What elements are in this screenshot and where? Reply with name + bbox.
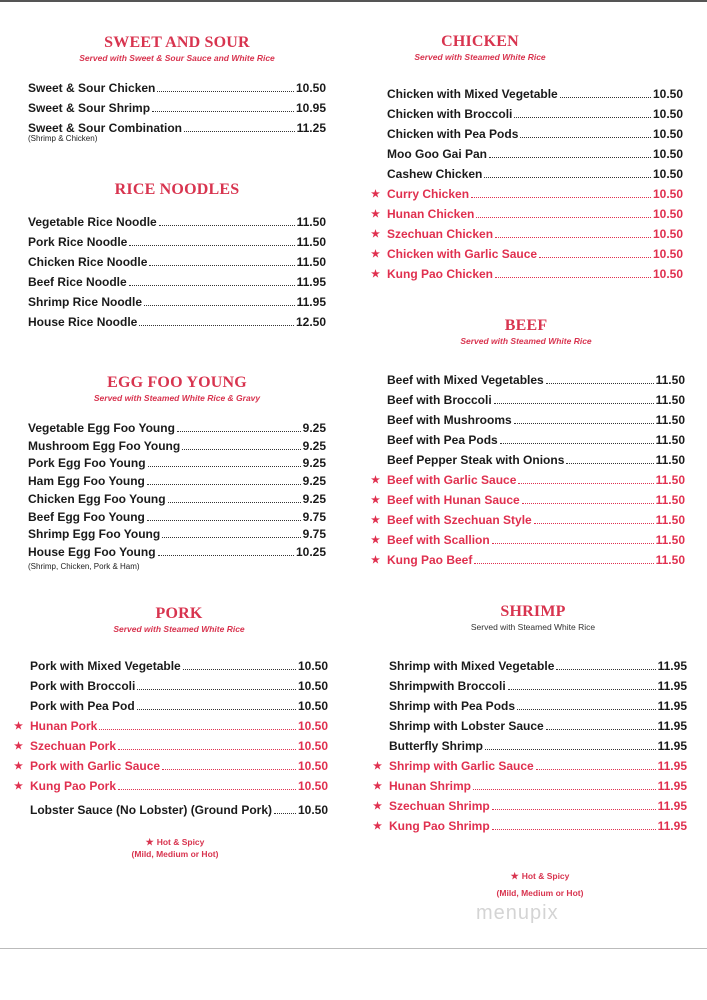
menu-item bbox=[373, 816, 687, 836]
item-price: 10.50 bbox=[297, 779, 328, 793]
item-name: Chicken with Garlic Sauce bbox=[387, 247, 538, 261]
menu-item bbox=[373, 756, 687, 776]
item-price: 10.50 bbox=[652, 227, 683, 241]
item-price: 10.50 bbox=[297, 739, 328, 753]
dot-leader bbox=[546, 373, 654, 384]
dot-leader bbox=[539, 247, 651, 258]
item-price: 11.25 bbox=[296, 121, 326, 135]
item-name: Shrimp with Pea Pods bbox=[389, 699, 516, 713]
star-icon: ★ bbox=[371, 495, 380, 506]
item-price: 10.50 bbox=[652, 187, 683, 201]
star-icon: ★ bbox=[14, 761, 23, 772]
item-name: Beef with Scallion bbox=[387, 533, 490, 547]
menu-item bbox=[387, 370, 685, 390]
item-name: Beef with Mixed Vegetables bbox=[387, 373, 544, 387]
item-name: Shrimp with Lobster Sauce bbox=[389, 719, 544, 733]
menu-item bbox=[28, 212, 326, 232]
item-name: Beef with Garlic Sauce bbox=[387, 473, 517, 487]
dot-leader bbox=[157, 81, 294, 92]
item-name: Hunan Chicken bbox=[387, 207, 475, 221]
item-price: 9.75 bbox=[302, 527, 326, 542]
star-icon: ★ bbox=[371, 229, 380, 240]
menu-item bbox=[28, 509, 326, 527]
menu-item bbox=[28, 232, 326, 252]
dot-leader bbox=[162, 759, 296, 770]
item-price: 9.25 bbox=[302, 421, 326, 435]
menu-item bbox=[30, 696, 328, 716]
dot-leader bbox=[500, 433, 654, 444]
item-price: 9.25 bbox=[302, 456, 326, 471]
item-name: Lobster Sauce (No Lobster) (Ground Pork) bbox=[30, 803, 273, 817]
menu-item bbox=[28, 118, 326, 138]
menu-item bbox=[373, 776, 687, 796]
item-name: Sweet & Sour Combination bbox=[28, 121, 183, 135]
section-shrimp bbox=[373, 603, 687, 836]
item-price: 10.50 bbox=[297, 679, 328, 693]
item-price: 11.50 bbox=[655, 553, 685, 567]
dot-leader bbox=[492, 533, 654, 544]
menu-item bbox=[371, 490, 685, 510]
dot-leader bbox=[129, 275, 295, 286]
item-name: Kung Pao Pork bbox=[30, 779, 117, 793]
star-icon: ★ bbox=[14, 781, 23, 792]
dot-leader bbox=[495, 267, 651, 278]
dot-leader bbox=[514, 107, 651, 118]
item-name: Ham Egg Foo Young bbox=[28, 474, 145, 489]
item-price: 11.95 bbox=[296, 295, 326, 309]
section-title: PORK bbox=[155, 605, 203, 622]
star-icon: ★ bbox=[371, 209, 380, 220]
dot-leader bbox=[546, 719, 656, 730]
item-name: Beef with Pea Pods bbox=[387, 433, 498, 447]
item-price: 10.50 bbox=[297, 659, 328, 673]
item-name: Shrimp Egg Foo Young bbox=[28, 527, 161, 542]
dot-leader bbox=[520, 127, 651, 138]
menu-item bbox=[387, 450, 685, 470]
item-name: Sweet & Sour Chicken bbox=[28, 81, 156, 95]
section-subtitle: Served with Steamed White Rice bbox=[113, 624, 245, 634]
item-price: 10.50 bbox=[297, 803, 328, 817]
item-price: 10.50 bbox=[652, 267, 683, 281]
dot-leader bbox=[536, 759, 656, 770]
menu-item bbox=[28, 526, 326, 544]
menu-item bbox=[389, 676, 687, 696]
dot-leader bbox=[162, 527, 300, 538]
menu-item bbox=[387, 124, 683, 144]
star-icon: ★ bbox=[371, 249, 380, 260]
dot-leader bbox=[148, 456, 301, 467]
menu-list bbox=[28, 420, 326, 562]
item-name: Sweet & Sour Shrimp bbox=[28, 101, 151, 115]
item-name: Beef with Broccoli bbox=[387, 393, 492, 407]
spicy-legend-left bbox=[80, 836, 270, 860]
dot-leader bbox=[556, 659, 655, 670]
menu-item bbox=[28, 491, 326, 509]
top-rule bbox=[0, 0, 707, 2]
star-icon: ★ bbox=[371, 475, 380, 486]
item-name: Shrimp with Mixed Vegetable bbox=[389, 659, 555, 673]
dot-leader bbox=[147, 510, 301, 521]
dot-leader bbox=[517, 699, 656, 710]
menu-item bbox=[371, 204, 683, 224]
menu-item bbox=[30, 656, 328, 676]
dot-leader bbox=[508, 679, 656, 690]
dot-leader bbox=[492, 799, 656, 810]
menu-item bbox=[28, 420, 326, 438]
menu-item bbox=[387, 390, 685, 410]
legend-label: Hot & Spicy bbox=[156, 837, 205, 847]
dot-leader bbox=[534, 513, 654, 524]
item-price: 11.50 bbox=[296, 255, 326, 269]
dot-leader bbox=[139, 315, 294, 326]
menu-list bbox=[371, 84, 683, 284]
dot-leader bbox=[495, 227, 651, 238]
section-subtitle: Served with Steamed White Rice bbox=[460, 336, 592, 346]
item-price: 11.95 bbox=[296, 275, 326, 289]
item-price: 10.50 bbox=[297, 719, 328, 733]
item-price: 11.95 bbox=[657, 779, 687, 793]
item-price: 11.95 bbox=[657, 699, 687, 713]
dot-leader bbox=[494, 393, 654, 404]
dot-leader bbox=[118, 739, 296, 750]
item-price: 11.50 bbox=[655, 533, 685, 547]
dot-leader bbox=[560, 87, 651, 98]
section-title: RICE NOODLES bbox=[114, 181, 240, 198]
menu-item bbox=[14, 736, 328, 756]
item-price: 10.25 bbox=[295, 544, 326, 559]
item-name: Beef Rice Noodle bbox=[28, 275, 127, 289]
item-price: 11.95 bbox=[657, 799, 687, 813]
item-name: Pork Rice Noodle bbox=[28, 235, 128, 249]
dot-leader bbox=[484, 167, 651, 178]
item-name: Hunan Shrimp bbox=[389, 779, 472, 793]
dot-leader bbox=[177, 421, 301, 432]
item-name: Pork with Broccoli bbox=[30, 679, 136, 693]
menu-list bbox=[28, 212, 326, 332]
item-price: 11.95 bbox=[657, 679, 687, 693]
menu-item bbox=[389, 736, 687, 756]
dot-leader bbox=[158, 545, 294, 556]
item-name: Beef with Hunan Sauce bbox=[387, 493, 520, 507]
item-price: 11.50 bbox=[655, 473, 685, 487]
menu-item bbox=[28, 455, 326, 473]
item-name: Cashew Chicken bbox=[387, 167, 483, 181]
item-name: Beef Egg Foo Young bbox=[28, 509, 145, 524]
item-note: (Shrimp & Chicken) bbox=[28, 134, 98, 143]
star-icon: ★ bbox=[373, 801, 382, 812]
menu-item bbox=[28, 438, 326, 456]
menu-item bbox=[371, 264, 683, 284]
dot-leader bbox=[492, 819, 656, 830]
item-name: Pork with Garlic Sauce bbox=[30, 759, 161, 773]
star-icon: ★ bbox=[371, 189, 380, 200]
item-name: Kung Pao Shrimp bbox=[389, 819, 490, 833]
section-subtitle: Served with Steamed White Rice bbox=[414, 52, 546, 62]
item-name: Kung Pao Beef bbox=[387, 553, 473, 567]
item-price: 10.95 bbox=[295, 101, 326, 115]
menu-list bbox=[371, 370, 685, 570]
menu-item bbox=[28, 312, 326, 332]
item-name: Mushroom Egg Foo Young bbox=[28, 438, 181, 453]
star-icon: ★ bbox=[371, 515, 380, 526]
item-name: Kung Pao Chicken bbox=[387, 267, 494, 281]
menu-item bbox=[371, 224, 683, 244]
star-icon: ★ bbox=[510, 871, 519, 881]
item-price: 11.95 bbox=[657, 719, 687, 733]
menu-item bbox=[371, 550, 685, 570]
item-name: House Egg Foo Young bbox=[28, 544, 156, 559]
menu-item bbox=[28, 98, 326, 118]
item-name: Chicken with Mixed Vegetable bbox=[387, 87, 558, 101]
dot-leader bbox=[474, 553, 653, 564]
dot-leader bbox=[184, 121, 295, 132]
legend-levels: (Mild, Medium or Hot) bbox=[131, 849, 219, 859]
dot-leader bbox=[566, 453, 653, 464]
dot-leader bbox=[147, 474, 301, 485]
menu-list bbox=[373, 656, 687, 836]
dot-leader bbox=[182, 439, 300, 450]
item-price: 11.50 bbox=[296, 235, 326, 249]
item-price: 10.50 bbox=[297, 699, 328, 713]
item-name: Pork with Pea Pod bbox=[30, 699, 135, 713]
menu-item bbox=[28, 473, 326, 491]
menu-item bbox=[387, 164, 683, 184]
item-name: Chicken with Pea Pods bbox=[387, 127, 519, 141]
section-title: CHICKEN bbox=[441, 33, 519, 50]
dot-leader bbox=[137, 679, 296, 690]
item-name: Moo Goo Gai Pan bbox=[387, 147, 488, 161]
menu-item bbox=[387, 410, 685, 430]
section-subtitle: Served with Sweet & Sour Sauce and White Rice bbox=[79, 53, 275, 63]
item-price: 10.50 bbox=[652, 87, 683, 101]
menu-item-lobster-sauce bbox=[30, 800, 328, 820]
item-name: Pork with Mixed Vegetable bbox=[30, 659, 181, 673]
menu-item bbox=[387, 430, 685, 450]
menu-item bbox=[14, 756, 328, 776]
bottom-rule bbox=[0, 948, 707, 949]
menu-item bbox=[28, 252, 326, 272]
section-title: EGG FOO YOUNG bbox=[107, 374, 247, 391]
section-subtitle: Served with Steamed White Rice & Gravy bbox=[93, 393, 261, 403]
menu-item bbox=[389, 656, 687, 676]
section-chicken bbox=[371, 33, 683, 284]
item-name: Butterfly Shrimp bbox=[389, 739, 484, 753]
menu-item bbox=[387, 84, 683, 104]
item-price: 10.50 bbox=[652, 167, 683, 181]
star-icon: ★ bbox=[373, 761, 382, 772]
star-icon: ★ bbox=[145, 837, 154, 847]
menu-item bbox=[14, 776, 328, 796]
dot-leader bbox=[485, 739, 656, 750]
item-price: 11.95 bbox=[657, 819, 687, 833]
item-note: (Shrimp, Chicken, Pork & Ham) bbox=[28, 561, 140, 571]
item-price: 10.50 bbox=[295, 81, 326, 95]
dot-leader bbox=[183, 659, 296, 670]
star-icon: ★ bbox=[373, 781, 382, 792]
item-name: Chicken Rice Noodle bbox=[28, 255, 148, 269]
dot-leader bbox=[168, 492, 301, 503]
item-price: 11.50 bbox=[655, 513, 685, 527]
dot-leader bbox=[144, 295, 295, 306]
spicy-legend-right bbox=[445, 870, 635, 899]
item-price: 11.95 bbox=[657, 759, 687, 773]
item-price: 10.50 bbox=[652, 127, 683, 141]
item-name: Chicken with Broccoli bbox=[387, 107, 513, 121]
menu-item bbox=[387, 144, 683, 164]
dot-leader bbox=[274, 803, 296, 814]
item-price: 11.95 bbox=[657, 659, 687, 673]
item-name: Szechuan Shrimp bbox=[389, 799, 490, 813]
item-name: Chicken Egg Foo Young bbox=[28, 491, 166, 506]
item-price: 11.50 bbox=[655, 493, 685, 507]
menu-item bbox=[30, 676, 328, 696]
item-name: Curry Chicken bbox=[387, 187, 470, 201]
item-name: House Rice Noodle bbox=[28, 315, 138, 329]
section-rice-noodles bbox=[28, 181, 326, 332]
menu-item bbox=[371, 470, 685, 490]
item-price: 10.50 bbox=[652, 107, 683, 121]
menu-item bbox=[389, 716, 687, 736]
menu-item bbox=[28, 272, 326, 292]
menu-list bbox=[28, 78, 326, 138]
menu-item bbox=[389, 696, 687, 716]
dot-leader bbox=[473, 779, 656, 790]
item-price: 11.50 bbox=[655, 373, 685, 387]
legend-label: Hot & Spicy bbox=[521, 871, 570, 881]
item-price: 10.50 bbox=[297, 759, 328, 773]
menu-item bbox=[371, 244, 683, 264]
item-price: 11.50 bbox=[655, 413, 685, 427]
item-name: Szechuan Pork bbox=[30, 739, 117, 753]
item-price: 9.75 bbox=[302, 509, 326, 524]
section-subtitle: Served with Steamed White Rice bbox=[470, 622, 596, 632]
item-name: Vegetable Rice Noodle bbox=[28, 215, 157, 229]
star-icon: ★ bbox=[371, 555, 380, 566]
item-price: 11.50 bbox=[655, 453, 685, 467]
item-name: Vegetable Egg Foo Young bbox=[28, 421, 175, 435]
menu-list bbox=[14, 656, 328, 796]
item-name: Hunan Pork bbox=[30, 719, 98, 733]
dot-leader bbox=[476, 207, 651, 218]
item-price: 9.25 bbox=[302, 474, 326, 489]
item-price: 9.25 bbox=[302, 438, 326, 453]
menu-item bbox=[387, 104, 683, 124]
dot-leader bbox=[118, 779, 296, 790]
item-name: Pork Egg Foo Young bbox=[28, 456, 146, 471]
menu-item bbox=[371, 530, 685, 550]
dot-leader bbox=[137, 699, 296, 710]
dot-leader bbox=[471, 187, 651, 198]
menu-item bbox=[371, 510, 685, 530]
item-price: 10.50 bbox=[652, 207, 683, 221]
section-title: SHRIMP bbox=[500, 603, 566, 620]
item-name: Shrimpwith Broccoli bbox=[389, 679, 506, 693]
dot-leader bbox=[489, 147, 651, 158]
star-icon: ★ bbox=[373, 821, 382, 832]
menu-item bbox=[28, 544, 326, 562]
section-title: BEEF bbox=[504, 317, 548, 334]
star-icon: ★ bbox=[371, 269, 380, 280]
dot-leader bbox=[152, 101, 294, 112]
item-price: 12.50 bbox=[295, 315, 326, 329]
item-name: Szechuan Chicken bbox=[387, 227, 494, 241]
item-price: 10.50 bbox=[652, 247, 683, 261]
menupix-watermark: menupix bbox=[476, 902, 559, 924]
section-egg-foo-young bbox=[28, 374, 326, 571]
menu-item bbox=[371, 184, 683, 204]
item-price: 9.25 bbox=[302, 491, 326, 506]
legend-levels: (Mild, Medium or Hot) bbox=[496, 888, 584, 898]
item-name: Beef with Mushrooms bbox=[387, 413, 512, 427]
dot-leader bbox=[149, 255, 294, 266]
section-title: SWEET AND SOUR bbox=[104, 34, 250, 51]
item-name: Shrimp with Garlic Sauce bbox=[389, 759, 534, 773]
item-price: 10.50 bbox=[652, 147, 683, 161]
star-icon: ★ bbox=[14, 741, 23, 752]
dot-leader bbox=[518, 473, 653, 484]
section-beef bbox=[371, 317, 685, 570]
menu-item bbox=[28, 292, 326, 312]
dot-leader bbox=[99, 719, 296, 730]
dot-leader bbox=[514, 413, 654, 424]
item-price: 11.50 bbox=[655, 393, 685, 407]
star-icon: ★ bbox=[14, 721, 23, 732]
item-price: 11.50 bbox=[655, 433, 685, 447]
menu-item bbox=[373, 796, 687, 816]
dot-leader bbox=[159, 215, 295, 226]
star-icon: ★ bbox=[371, 535, 380, 546]
dot-leader bbox=[129, 235, 294, 246]
item-name: Beef Pepper Steak with Onions bbox=[387, 453, 565, 467]
item-price: 11.50 bbox=[296, 215, 326, 229]
dot-leader bbox=[522, 493, 654, 504]
item-name: Shrimp Rice Noodle bbox=[28, 295, 143, 309]
menu-item bbox=[14, 716, 328, 736]
menu-item bbox=[28, 78, 326, 98]
section-pork bbox=[14, 605, 328, 820]
item-name: Beef with Szechuan Style bbox=[387, 513, 532, 527]
item-price: 11.95 bbox=[657, 739, 687, 753]
